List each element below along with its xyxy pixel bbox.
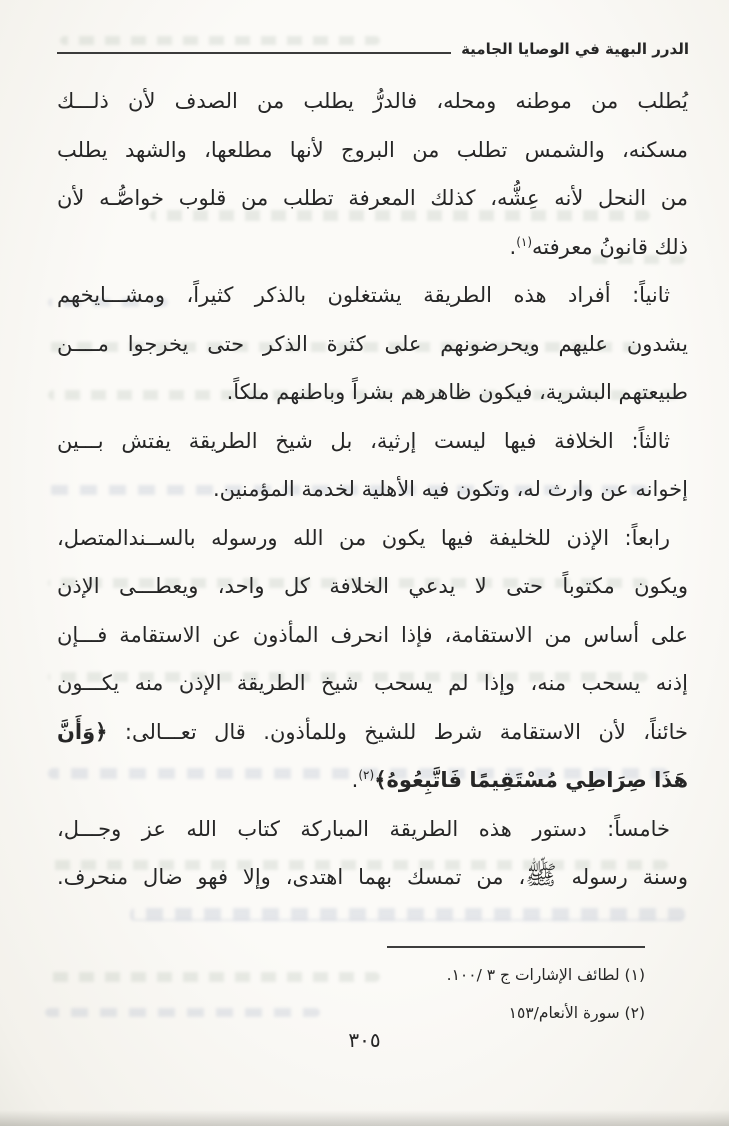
text-line (57, 126, 688, 175)
footnote-2: (٢) سورة الأنعام/١٥٣ (508, 1004, 645, 1022)
text-line (57, 805, 688, 854)
footnotes (45, 956, 645, 1032)
text-line (57, 271, 688, 320)
line-text: مسكنه، والشمس تطلب من البروج لأنها مطلعها، والشهد يطلب (57, 137, 688, 162)
line-text: ويكون مكتوباً حتى لا يدعي الخلافة كل واحد، ويعطـــى الإذن (57, 574, 688, 598)
footnote-ref-2: (٢) (358, 768, 375, 782)
line-text: على أساس من الاستقامة، فإذا انحرف المأذون عن الاستقامة فـــإن (57, 622, 688, 647)
scan-shadow (0, 1110, 729, 1126)
text-line (57, 611, 688, 660)
line-text: ذلك قانونُ معرفته (532, 234, 688, 259)
footnote-1: (١) لطائف الإشارات ج ٣ /١٠٠. (446, 966, 645, 984)
line-text: . (351, 768, 359, 792)
line-text: يشدون عليهم ويحرضونهم على كثرة الذكر حتى يخرجوا مــــن (57, 331, 688, 356)
footnote-ref-1: (١) (516, 234, 533, 249)
main-text (57, 77, 688, 902)
line-text: يُطلب من موطنه ومحله، فالدرُّ يطلب من الصدف لأن ذلـــك (57, 89, 688, 113)
line-text: من النحل لأنه عِشُّه، كذلك المعرفة تطلب من قلوب خواصُّـه لأن (57, 186, 688, 210)
text-line (57, 417, 688, 466)
page-number: ٣٠٥ (348, 1028, 381, 1052)
line-text: إذنه يسحب منه، وإذا لم يسحب شيخ الطريقة الإذن منه يكـــون (57, 671, 688, 695)
header-rule (57, 52, 451, 54)
text-line (57, 562, 688, 611)
page-header (57, 40, 689, 58)
text-line (57, 756, 688, 805)
quran-verse: هَذَا صِرَاطِي مُسْتَقِيمًا فَاتَّبِعُوهُ﴾ (374, 768, 688, 792)
text-line (57, 465, 688, 514)
line-text: رابعاً: الإذن للخليفة فيها يكون من الله ورسوله بالســندالمتصل، (57, 525, 670, 550)
pbuh-symbol: ﷺ (525, 861, 557, 891)
text-line (57, 223, 688, 272)
text-line (57, 659, 688, 708)
book-title: الدرر البهية في الوصايا الجامية (461, 40, 689, 58)
text-line (57, 368, 688, 417)
text-line (57, 77, 688, 126)
text-line (57, 514, 688, 563)
line-text: خائناً، لأن الاستقامة شرط للشيخ وللمأذون. قال تعـــالى: (107, 719, 688, 744)
line-text: ، من تمسك بهما اهتدى، وإلا فهو ضال منحرف. (57, 865, 526, 889)
line-text: إخوانه عن وارث له، وتكون فيه الأهلية لخدمة المؤمنين. (212, 477, 688, 501)
text-line (57, 853, 688, 902)
text-line (57, 708, 688, 757)
bleed-through-artifact (130, 908, 685, 921)
line-text: . (509, 234, 517, 259)
line-text: وسنة رسوله (556, 865, 688, 889)
line-text: خامساً: دستور هذه الطريقة المباركة كتاب الله عز وجـــل، (57, 816, 670, 841)
quran-verse: ﴿وَأَنَّ (57, 719, 108, 744)
line-text: ثانياً: أفراد هذه الطريقة يشتغلون بالذكر كثيراً، ومشـــايخهم (57, 283, 670, 307)
text-line (57, 320, 688, 369)
line-text: طبيعتهم البشرية، فيكون ظاهرهم بشراً وباطنهم ملكاً. (226, 380, 688, 404)
line-text: ثالثاً: الخلافة فيها ليست إرثية، بل شيخ الطريقة يفتش بـــين (57, 428, 670, 453)
text-line (57, 174, 688, 223)
footnote-separator (387, 946, 645, 948)
